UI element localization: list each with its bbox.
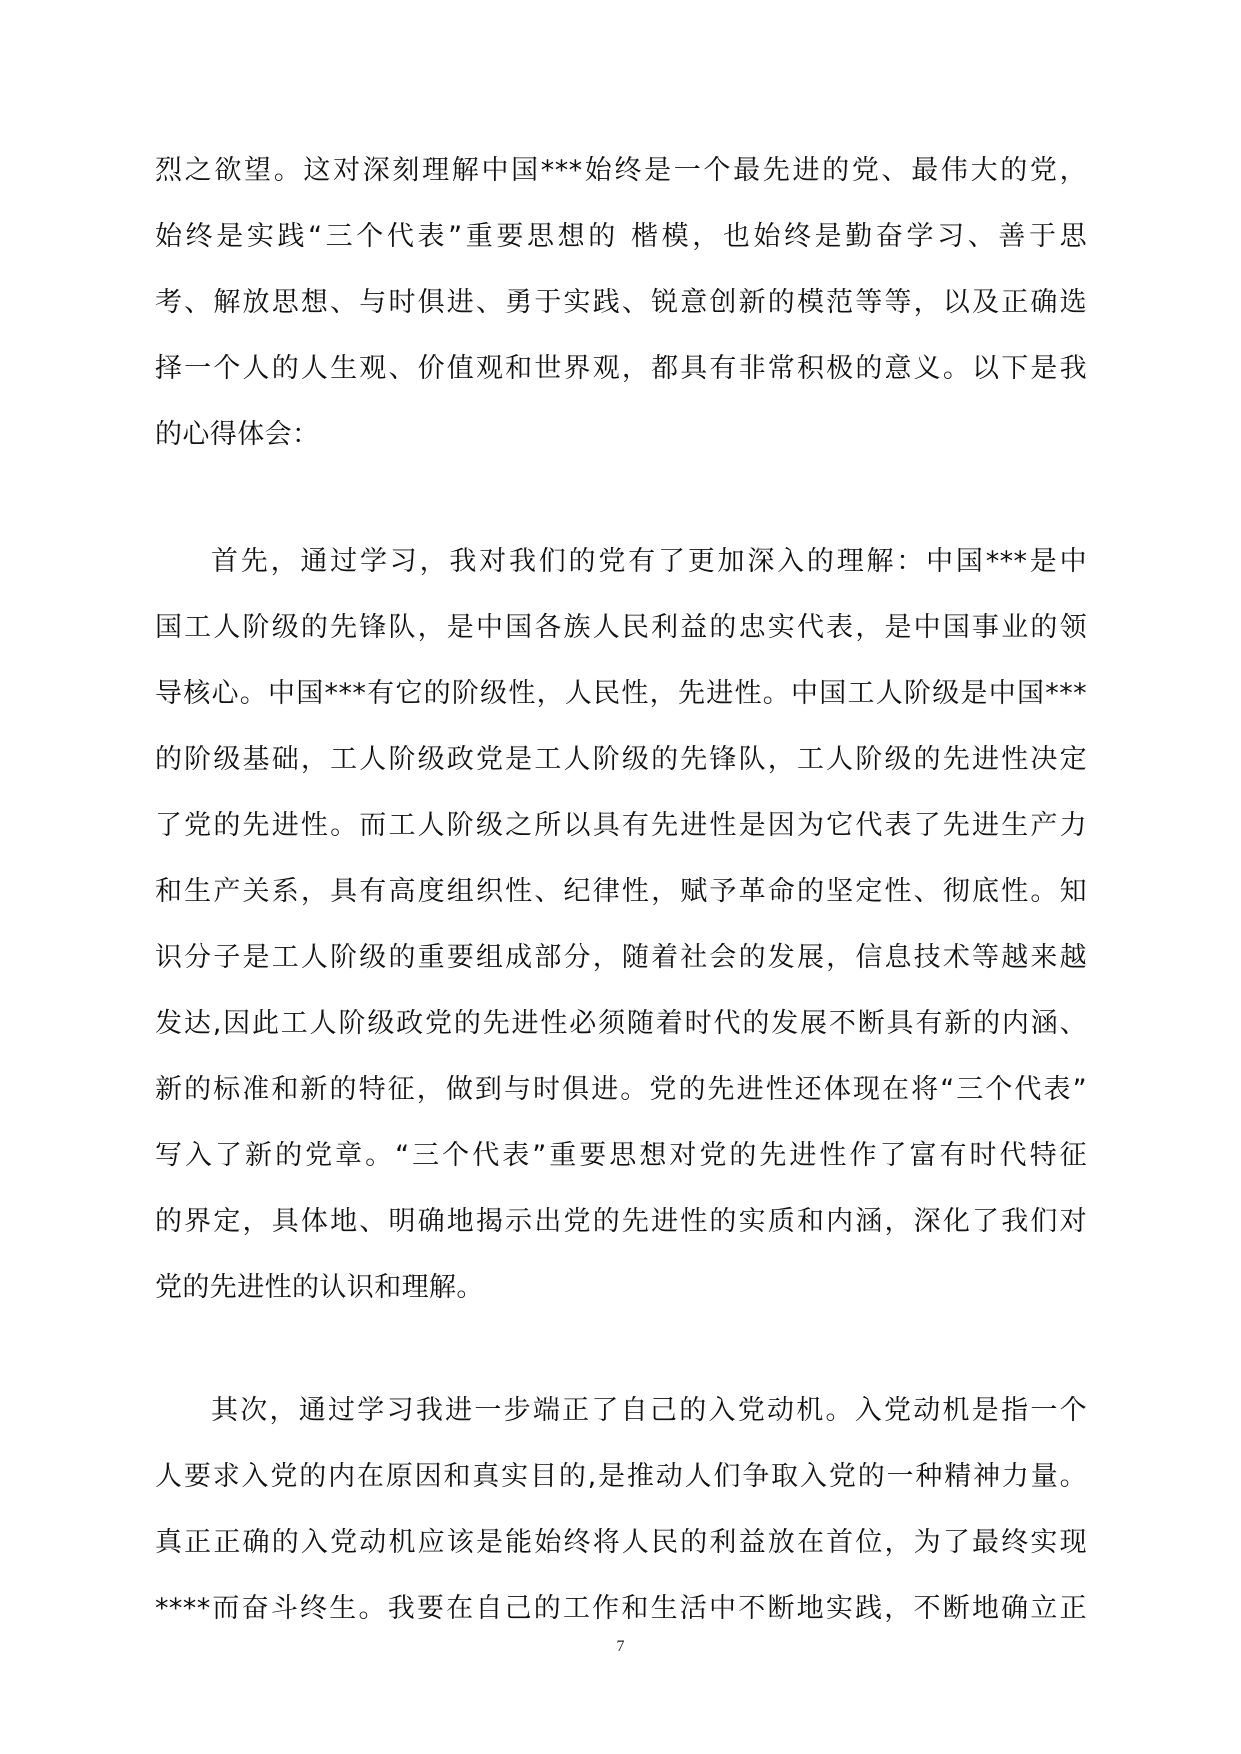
text-line: 真正正确的入党动机应该是能始终将人民的利益放在首位，为了最终实现 [155,1527,1087,1558]
text-line: 其次，通过学习我进一步端正了自己的入党动机。入党动机是指一个 [211,1395,1087,1426]
paragraph-first [155,529,1087,1321]
text-line: 的阶级基础，工人阶级政党是工人阶级的先锋队，工人阶级的先进性决定 [155,744,1087,775]
text-line: 人要求入党的内在原因和真实目的,是推动人们争取入党的一种精神力量。 [155,1461,1087,1492]
paragraph-intro [155,138,1087,468]
text-line: 写入了新的党章。“三个代表”重要思想对党的先进性作了富有时代特征 [155,1140,1087,1171]
page-number: 7 [616,1638,625,1655]
text-line: 烈之欲望。这对深刻理解中国***始终是一个最先进的党、最伟大的党， [155,155,1087,186]
text-line: 国工人阶级的先锋队，是中国各族人民利益的忠实代表，是中国事业的领 [155,612,1087,643]
text-line: 的界定，具体地、明确地揭示出党的先进性的实质和内涵，深化了我们对 [155,1206,1087,1237]
text-line: 发达,因此工人阶级政党的先进性必须随着时代的发展不断具有新的内涵、 [155,1008,1087,1039]
text-line: ****而奋斗终生。我要在自己的工作和生活中不断地实践，不断地确立正 [155,1593,1087,1624]
text-line: 择一个人的人生观、价值观和世界观，都具有非常积极的意义。以下是我 [155,353,1087,384]
text-line: 首先，通过学习，我对我们的党有了更加深入的理解：中国***是中 [211,546,1087,577]
text-line: 考、解放思想、与时俱进、勇于实践、锐意创新的模范等等，以及正确选 [155,287,1087,318]
text-line: 识分子是工人阶级的重要组成部分，随着社会的发展，信息技术等越来越 [155,942,1087,973]
text-line: 党的先进性的认识和理解。 [155,1272,484,1303]
paragraph-second [155,1378,1087,1642]
text-line: 的心得体会： [155,419,320,450]
text-line: 始终是实践“三个代表”重要思想的 楷模，也始终是勤奋学习、善于思 [155,221,1087,252]
text-line: 新的标准和新的特征，做到与时俱进。党的先进性还体现在将“三个代表” [155,1074,1087,1105]
text-line: 和生产关系，具有高度组织性、纪律性，赋予革命的坚定性、彻底性。知 [155,876,1087,907]
text-line: 导核心。中国***有它的阶级性，人民性，先进性。中国工人阶级是中国*** [155,678,1087,709]
text-line: 了党的先进性。而工人阶级之所以具有先进性是因为它代表了先进生产力 [155,810,1087,841]
